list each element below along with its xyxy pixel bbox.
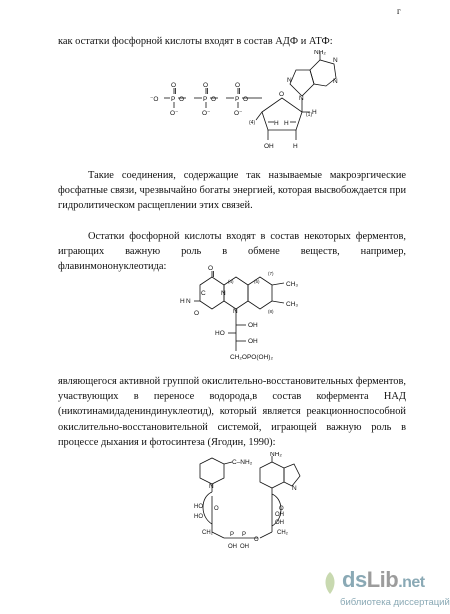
svg-text:O: O [203, 82, 209, 89]
svg-text:O: O [208, 265, 214, 272]
svg-text:O⁻: O⁻ [202, 110, 211, 117]
svg-text:O⁻: O⁻ [234, 110, 243, 117]
svg-text:OH: OH [248, 338, 258, 345]
svg-text:N: N [209, 483, 214, 490]
corner-mark: г [397, 6, 401, 16]
svg-text:CH₂OPO(OH)₂: CH₂OPO(OH)₂ [230, 354, 273, 361]
svg-text:CH₂: CH₂ [202, 530, 213, 536]
svg-text:O: O [171, 82, 177, 89]
svg-text:P: P [242, 532, 247, 538]
svg-text:OH: OH [264, 143, 274, 150]
svg-text:H: H [293, 143, 298, 150]
svg-text:CH₃: CH₃ [286, 281, 299, 288]
svg-text:N: N [292, 485, 297, 492]
text-paragraph-energy: Такие соединения, содержащие так называемые макроэргические фосфатные связи, чрезвычайно богаты энергией, которая высвобождается при гидролитическом расщеплении этих связей. [58, 170, 406, 212]
fmn-structure-figure [180, 265, 330, 365]
svg-text:(7): (7) [268, 271, 274, 276]
leaf-icon [322, 571, 338, 595]
svg-text:O: O [179, 96, 185, 103]
svg-text:O: O [279, 91, 285, 98]
svg-text:CH₂: CH₂ [277, 530, 288, 536]
svg-text:O: O [235, 82, 241, 89]
svg-text:OH: OH [248, 322, 258, 329]
svg-text:NH₂: NH₂ [270, 452, 282, 458]
svg-text:P: P [171, 96, 176, 103]
nad-structure-figure [180, 452, 320, 552]
svg-text:O: O [211, 96, 217, 103]
svg-text:OH: OH [275, 520, 284, 526]
svg-text:O: O [194, 310, 200, 317]
svg-text:OH: OH [240, 544, 249, 550]
svg-text:O⁻: O⁻ [170, 110, 179, 117]
svg-text:⁻O: ⁻O [150, 96, 159, 103]
text-paragraph-nad: являющегося активной группой окислительно-восстановительных ферментов, участвующих в переносе водорода,в состав кофермента НАД (никотинамидадениндинуклеотид), который является реакционноспособной окислительно-восстановительной системой, играющей важную роль в процессе дыхания и фотосинтеза (Ягодин, 1990): [58, 376, 406, 448]
svg-text:O: O [214, 506, 219, 512]
svg-text:O: O [279, 506, 284, 512]
svg-text:N: N [221, 290, 226, 297]
watermark-logo: dsLib.net [342, 567, 425, 592]
svg-text:O: O [243, 96, 249, 103]
svg-text:OH: OH [228, 544, 237, 550]
svg-text:CH₃: CH₃ [286, 301, 299, 308]
svg-text:N: N [333, 78, 338, 85]
svg-text:O: O [254, 537, 259, 543]
text-paragraph-fmn: Остатки фосфорной кислоты входят в состав некоторых ферментов, играющих важную роль в обмене веществ, например, флавинмононуклеотида: [58, 231, 406, 273]
svg-text:C: C [201, 290, 206, 297]
svg-text:N: N [233, 308, 238, 315]
svg-text:C–NH₂: C–NH₂ [232, 459, 253, 466]
svg-text:(1): (1) [306, 112, 313, 118]
svg-text:(8): (8) [268, 309, 274, 314]
svg-text:N: N [333, 57, 338, 64]
svg-text:(5): (5) [254, 279, 260, 284]
text-line-intro: как остатки фосфорной кислоты входят в состав АДФ и АТФ: [58, 36, 333, 47]
dslib-watermark [340, 567, 450, 614]
svg-text:N: N [287, 77, 292, 84]
atp-structure-figure [150, 50, 360, 160]
svg-text:HO: HO [215, 330, 225, 337]
svg-text:H: H [284, 120, 289, 127]
svg-text:P: P [235, 96, 240, 103]
watermark-subtitle: библиотека диссертаций [340, 597, 450, 608]
svg-text:(4): (4) [228, 279, 234, 284]
svg-text:NH₂: NH₂ [314, 50, 326, 56]
svg-text:N: N [299, 95, 304, 102]
svg-text:P: P [203, 96, 208, 103]
svg-text:HO: HO [194, 504, 203, 510]
svg-text:N: N [186, 298, 191, 305]
svg-text:(4): (4) [249, 120, 256, 126]
svg-text:H: H [180, 298, 185, 305]
svg-text:P: P [230, 532, 235, 538]
svg-text:HO: HO [194, 514, 203, 520]
svg-text:OH: OH [275, 512, 284, 518]
svg-text:H: H [312, 109, 317, 116]
svg-text:H: H [274, 120, 279, 127]
